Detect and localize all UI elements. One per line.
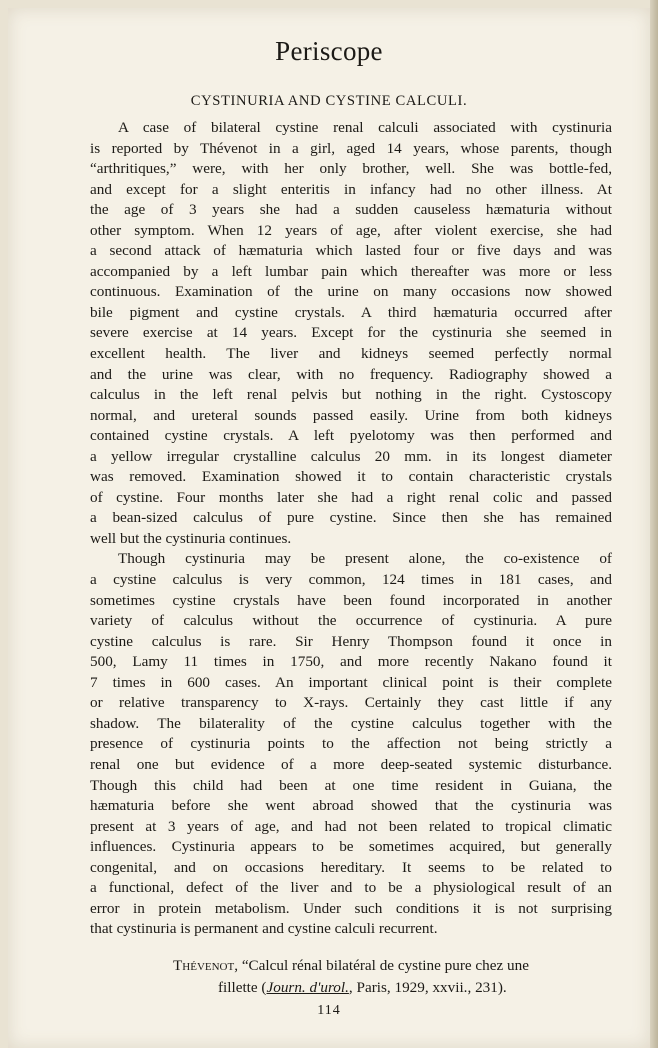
text-line: a functional, defect of the liver and to be a physiological result of an xyxy=(90,879,612,897)
text-line: 500, Lamy 11 times in 1750, and more recently Nakano found it xyxy=(90,653,612,671)
paragraph-1 xyxy=(90,118,612,549)
reference-line-1 xyxy=(90,955,612,977)
text-line: bile pigment and cystine crystals. A third hæmaturia occurred after xyxy=(90,303,612,321)
text-line: is reported by Thévenot in a girl, aged 14 years, whose parents, though xyxy=(90,139,612,157)
text-line: severe exercise at 14 years. Except for the cystinuria she seemed in xyxy=(90,324,612,342)
reference-text-2: fillette ( xyxy=(218,979,267,996)
text-line: other symptom. When 12 years of age, after violent exercise, she had xyxy=(90,221,612,239)
text-line: “arthritiques,” were, with her only brother, well. She was bottle-fed, xyxy=(90,160,612,178)
text-line: sometimes cystine crystals have been found incorporated in another xyxy=(90,591,612,609)
text-line: A case of bilateral cystine renal calculi associated with cystinuria xyxy=(118,119,612,136)
reference-line-2 xyxy=(90,977,612,999)
text-line: of cystine. Four months later she had a right renal colic and passed xyxy=(90,488,612,506)
text-line: continuous. Examination of the urine on many occasions now showed xyxy=(90,283,612,301)
text-line: shadow. The bilaterality of the cystine calculus together with the xyxy=(90,714,612,732)
paragraph-2 xyxy=(90,549,612,939)
book-spine xyxy=(650,0,658,1048)
text-line: cystine calculus is rare. Sir Henry Thompson found it once in xyxy=(90,632,612,650)
reference-citation xyxy=(90,955,612,999)
text-line: a second attack of hæmaturia which lasted four or five days and was xyxy=(90,242,612,260)
text-line: well but the cystinuria continues. xyxy=(90,529,292,547)
text-line: congenital, and on occasions hereditary. It seems to be related to xyxy=(90,858,612,876)
text-line: a yellow irregular crystalline calculus 20 mm. in its longest diameter xyxy=(90,447,612,465)
reference-text-3: , Paris, 1929, xxvii., 231). xyxy=(348,979,507,996)
text-line: influences. Cystinuria appears to be sometimes acquired, but generally xyxy=(90,838,612,856)
reference-journal: Journ. d'urol. xyxy=(266,979,349,996)
article-body xyxy=(90,118,612,940)
text-line: contained cystine crystals. A left pyelotomy was then performed and xyxy=(90,427,612,445)
text-line: renal one but evidence of a more deep-seated systemic disturbance. xyxy=(90,755,612,773)
text-line: 7 times in 600 cases. An important clinical point is their complete xyxy=(90,673,612,691)
text-line: a cystine calculus is very common, 124 times in 181 cases, and xyxy=(90,571,612,589)
text-line: variety of calculus without the occurrence of cystinuria. A pure xyxy=(90,612,612,630)
article-title: CYSTINURIA AND CYSTINE CALCULI. xyxy=(190,93,468,109)
text-line: and except for a slight enteritis in infancy had no other illness. At xyxy=(90,180,612,198)
text-line: was removed. Examination showed it to contain characteristic crystals xyxy=(90,468,612,486)
text-line: present at 3 years of age, and had not been related to tropical climatic xyxy=(90,817,612,835)
text-line: calculus in the left renal pelvis but nothing in the right. Cystoscopy xyxy=(90,386,612,404)
running-header: Periscope xyxy=(275,36,383,66)
text-line: presence of cystinuria points to the affection not being strictly a xyxy=(90,735,612,753)
text-line: error in protein metabolism. Under such conditions it is not surprising xyxy=(90,899,612,917)
page-number: 114 xyxy=(317,1003,341,1018)
text-line: normal, and ureteral sounds passed easily. Urine from both kidneys xyxy=(90,406,612,424)
text-line: Though this child had been at one time resident in Guiana, the xyxy=(90,776,612,794)
text-line: and the urine was clear, with no frequency. Radiography showed a xyxy=(90,365,612,383)
text-line: a bean-sized calculus of pure cystine. Since then she has remained xyxy=(90,509,612,527)
text-line: that cystinuria is permanent and cystine calculi recurrent. xyxy=(90,920,438,938)
text-line: hæmaturia before she went abroad showed that the cystinuria was xyxy=(90,797,612,815)
text-line: accompanied by a left lumbar pain which thereafter was more or less xyxy=(90,262,612,280)
text-line: Though cystinuria may be present alone, the co-existence of xyxy=(118,550,612,568)
text-line: or relative transparency to X-rays. Certainly they cast little if any xyxy=(90,694,612,712)
reference-author: Thévenot xyxy=(173,957,235,974)
reference-text-1: , “Calcul rénal bilatéral de cystine pure chez une xyxy=(234,957,529,974)
text-line: excellent health. The liver and kidneys seemed perfectly normal xyxy=(90,345,612,363)
text-line: the age of 3 years she had a sudden causeless hæmaturia without xyxy=(90,201,612,219)
